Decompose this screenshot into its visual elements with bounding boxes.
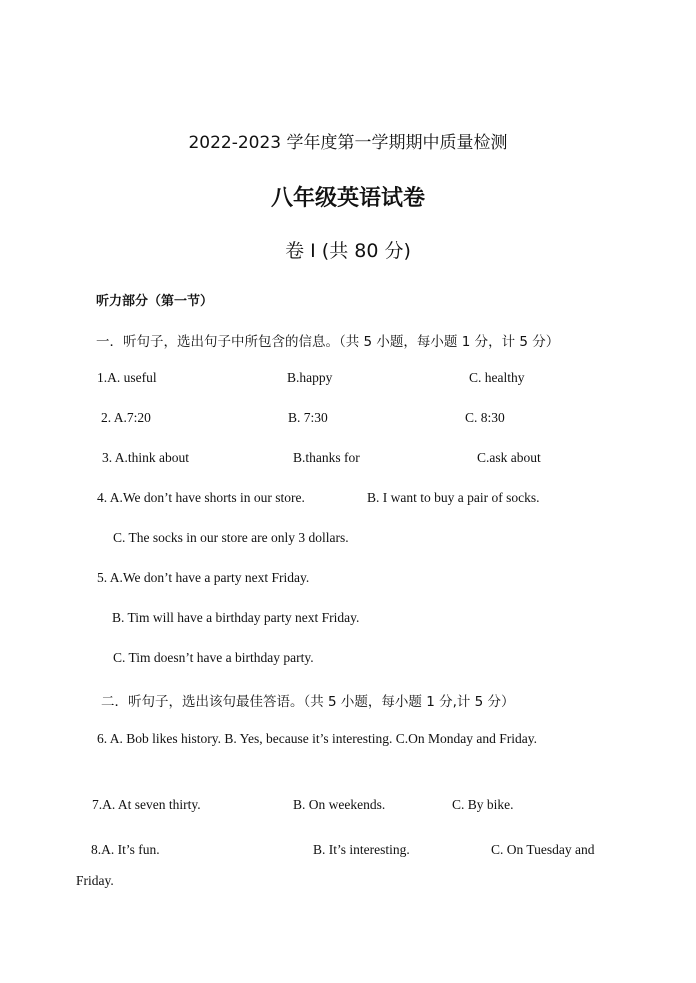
q2-option-a: 2. A.7:20 [101,410,151,425]
q3-option-a: 3. A.think about [102,450,189,465]
q2-option-b: B. 7:30 [288,410,328,425]
part1-instruction: 一．听句子，选出句子中所包含的信息。（共 5 小题，每小题 1 分，计 5 分） [96,334,560,350]
q7-option-c: C. By bike. [452,797,514,812]
section-heading: 听力部分（第一节） [96,294,214,309]
q2-option-c: C. 8:30 [465,410,505,425]
q3-option-b: B.thanks for [293,450,360,465]
exam-subtitle: 八年级英语试卷 [270,186,425,211]
q1-option-c: C. healthy [469,370,525,385]
q8-option-a: 8.A. It’s fun. [91,842,160,857]
q8-option-b: B. It’s interesting. [313,842,410,857]
q1-option-a: 1.A. useful [97,370,157,385]
q4-option-b: B. I want to buy a pair of socks. [367,490,540,505]
q3-option-c: C.ask about [477,450,541,465]
q8-option-c: C. On Tuesday and [491,842,595,857]
q7-option-a: 7.A. At seven thirty. [92,797,201,812]
q5-option-b: B. Tim will have a birthday party next Friday. [112,610,360,625]
q4-option-a: 4. A.We don’t have shorts in our store. [97,490,305,505]
q5-option-a: 5. A.We don’t have a party next Friday. [97,570,310,585]
volume-label: 卷 I (共 80 分) [285,240,411,262]
q1-option-b: B.happy [287,370,333,385]
part2-instruction: 二．听句子，选出该句最佳答语。（共 5 小题，每小题 1 分,计 5 分） [101,694,515,710]
q5-option-c: C. Tim doesn’t have a birthday party. [113,650,314,665]
q8-option-c-continued: Friday. [76,873,114,888]
q7-option-b: B. On weekends. [293,797,386,812]
q4-option-c: C. The socks in our store are only 3 dollars. [113,530,349,545]
exam-title: 2022-2023 学年度第一学期期中质量检测 [188,133,508,153]
q6-options: 6. A. Bob likes history. B. Yes, because it’s interesting. C.On Monday and Friday. [97,731,537,746]
